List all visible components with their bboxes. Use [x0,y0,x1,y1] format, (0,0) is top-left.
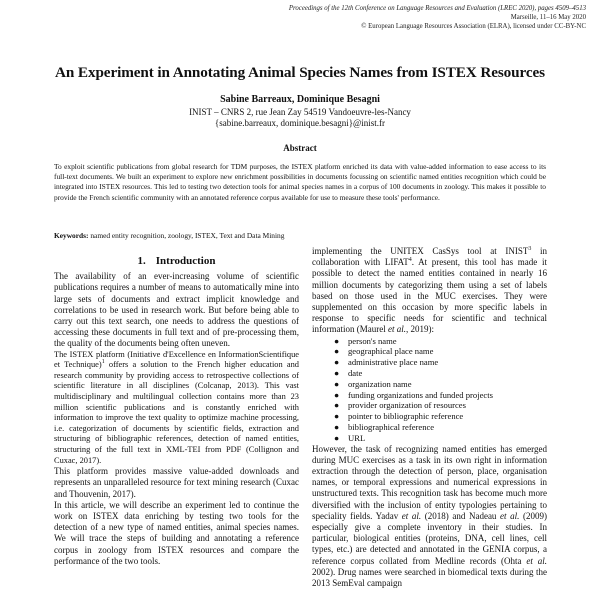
list-item [334,400,547,411]
entity-label-list [312,336,547,444]
right-p2-etal-2: et al. [500,510,520,521]
right-p2-text-a: However, the task of recognizing named entities has emerged during MUC exercises as a task in its own right in information extraction through the detection of person, place, organisation names, or temporal expressions and numerical expressions in unstructured texts. This recognition task has become much more diversified with the inclusion of entity typologies pertaining to speciality fields. Yadav [312,443,547,521]
author-affiliation [0,107,600,129]
right-p2-text-b: (2018) and Nadeau [421,510,501,521]
keywords-list: named entity recognition, zoology, ISTEX, Text and Data Mining [88,231,285,240]
intro-p2-text-b: offers a solution to the French higher education and research community by providing access to retrospective collections of scientific literature in all disciplines (Colcanap, 2013). This vast multidisciplinary and multilingual collection contains more than 23 million scientific publications and is constantly enriched with information to improve the text quality to optimize machine processing, i.e. categorization of documents by scientific fields, extraction and structuring of bibliographic references, detection of named entities, structuring of the full text in XML-TEI from PDF (Collignon and Cuxac, 2017). [54,360,299,465]
list-item-label: pointer to bibliographic reference [348,411,464,422]
right-p1-text-c: . At present, this tool has made it possible to detect the named entities contained in nearly 16 million documents by categorizing them using a set of labels based on those used in the MUC exercises. They were supplemented on this occasion by more specific labels in response to specific needs for scientific and technical information (Maurel [312,257,547,335]
right-p2-text-d: 2002). Drug names were searched in biomedical texts during the 2013 SemEval campaign [312,566,547,589]
list-item-label: date [348,368,363,379]
proceedings-header [226,4,586,32]
section-number: 1. [137,255,146,267]
footnote-mark-4: 4 [408,257,412,264]
intro-paragraph-2 [54,350,299,467]
list-item [334,390,547,401]
list-item-label: bibliographical reference [348,422,435,432]
intro-paragraph-4: In this article, we will describe an experiment led to continue the work on ISTEX data enriching by testing two tools for the detection of a new type of named entities, animal species names. We will trace the steps of building and annotating a reference corpus in zoology from ISTEX resources and compare the performance of the two tools. [54,499,299,566]
list-item-label: funding organizations and funded projects [348,389,493,400]
bullet-icon: ● [334,400,340,411]
bullet-icon: ● [334,368,340,379]
list-item [334,357,547,368]
list-item [334,368,547,379]
intro-paragraph-3: This platform provides massive value-added downloads and represents an unparalleled resource for text mining research (Cuxac and Thouvenin, 2017). [54,466,299,499]
paper-title: An Experiment in Annotating Animal Species Names from ISTEX Resources [55,64,545,81]
keywords-line [54,231,546,241]
intro-paragraph-1: The availability of an ever-increasing volume of scientific publications requires a number of means to automatically mine into large sets of documents and extract implicit knowledge and correlations to be used in research work. But before being able to carry out this text search, one needs to address the questions of accessing these documents in full text and of pre-processing them, the quality of the documents being often uneven. [54,271,299,349]
bullet-icon: ● [334,389,340,400]
right-p1-text-d: , 2019): [405,324,434,335]
abstract-text: To exploit scientific publications from global research for TDM purposes, the ISTEX platform enriched its data with value-added information to ease access to its full-text documents. We built an experiment to explore new enrichment possibilities in documents focussing on scientific named entities recognition which could be integrated into ISTEX resources. This led to testing two detection tools for animal species names in a corpus of 100 documents in zoology. This makes it possible to provide the French scientific community with an annotated reference corpus available for use to measure these tools' performance. [54,162,546,202]
right-paragraph-2 [312,444,547,590]
list-item [334,411,547,422]
right-p2-etal-1: et al. [401,510,422,521]
section-heading [54,256,299,267]
right-column [312,246,547,589]
bullet-icon: ● [334,357,340,368]
right-paragraph-1 [312,246,547,336]
footnote-mark-3: 3 [528,246,532,252]
right-p1-text-a: implementing the UNITEX CasSys tool at INIST [312,246,529,256]
list-item-label: provider organization of resources [348,400,466,411]
right-p1-etal: et al. [387,324,406,335]
list-item-label: geographical place name [348,346,434,357]
right-p1-text-b: in collaboration with LIFAT [312,246,547,268]
bullet-icon: ● [334,422,340,432]
bullet-icon: ● [334,378,340,389]
license-notice: © European Language Resources Association (ELRA), licensed under CC-BY-NC [361,23,586,31]
affiliation-address: INIST – CNRS 2, rue Jean Zay 54519 Vandoeuvre-les-Nancy [189,107,411,117]
list-item [334,379,547,390]
list-item [334,422,547,433]
bullet-icon: ● [334,346,340,357]
section-title: Introduction [155,255,216,267]
footnote-mark-1: 1 [101,359,105,366]
list-item-label: administrative place name [348,357,439,368]
list-item [334,346,547,357]
list-item-label: person's name [348,335,397,346]
author-names: Sabine Barreaux, Dominique Besagni [220,94,380,105]
proceedings-citation: Proceedings of the 12th Conference on Language Resources and Evaluation (LREC 2020), pages 4509–4513 [288,5,586,12]
right-p2-text-c: (2009) especially give a complete inventory in their studies. In particular, biological entities (proteins, DNA, cell lines, cell types, etc.) are detected and annotated in the GENIA corpus, a reference corpus collated from Medline records (Ohta [312,510,548,566]
list-item [334,433,547,444]
bullet-icon: ● [334,411,340,422]
intro-p2-text-a: The ISTEX platform (Initiative d'Excellence en InformationScientifique et Technique) [54,349,299,370]
bullet-icon: ● [334,432,340,443]
bullet-icon: ● [334,335,340,346]
list-item [334,336,547,347]
keywords-label: Keywords: [54,231,89,240]
list-item-label: URL [348,432,366,443]
abstract-heading: Abstract [283,143,317,153]
author-emails: {sabine.barreaux, dominique.besagni}@inist.fr [214,118,386,128]
list-item-label: organization name [348,378,412,389]
left-column [54,256,299,567]
right-p2-etal-3: et al. [526,555,547,566]
conference-location: Marseille, 11–16 May 2020 [510,14,586,22]
